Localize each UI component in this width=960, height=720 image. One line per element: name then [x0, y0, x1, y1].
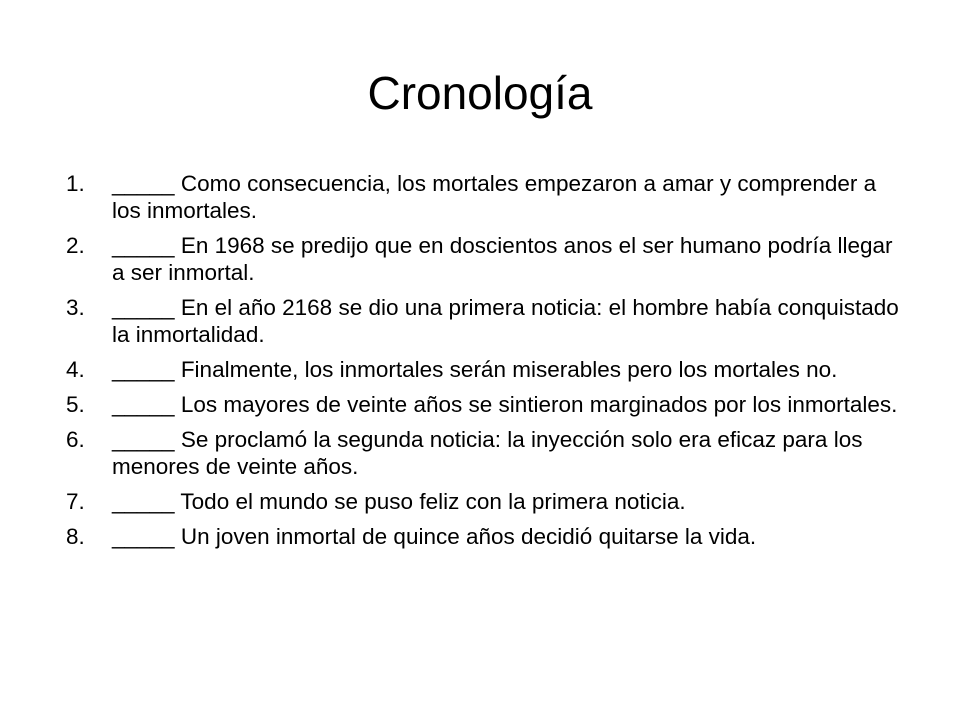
list-item [66, 391, 906, 418]
list-item [66, 232, 906, 286]
item-text: _____ En el año 2168 se dio una primera noticia: el hombre había conquistado la inmortalidad. [112, 295, 899, 347]
slide-title: Cronología [367, 67, 593, 119]
item-number: 1. [66, 171, 85, 196]
list-item [66, 523, 906, 550]
item-number: 7. [66, 489, 85, 514]
item-text: _____ Un joven inmortal de quince años decidió quitarse la vida. [112, 524, 757, 549]
item-text: _____ Se proclamó la segunda noticia: la inyección solo era eficaz para los menores de veinte años. [112, 427, 863, 479]
chronology-list [66, 170, 906, 558]
item-number: 8. [66, 524, 85, 549]
list-item [66, 170, 906, 224]
item-text: _____ Finalmente, los inmortales serán miserables pero los mortales no. [112, 357, 838, 382]
item-text: _____ Los mayores de veinte años se sintieron marginados por los inmortales. [112, 392, 898, 417]
list-item [66, 294, 906, 348]
item-text: _____ En 1968 se predijo que en doscientos anos el ser humano podría llegar a ser inmortal. [112, 233, 893, 285]
item-number: 4. [66, 357, 85, 382]
list-item [66, 356, 906, 383]
item-text: _____ Como consecuencia, los mortales empezaron a amar y comprender a los inmortales. [112, 171, 877, 223]
item-number: 2. [66, 233, 85, 258]
list-item [66, 488, 906, 515]
item-text: _____ Todo el mundo se puso feliz con la primera noticia. [112, 489, 686, 514]
item-number: 6. [66, 427, 85, 452]
item-number: 5. [66, 392, 85, 417]
list-item [66, 426, 906, 480]
item-number: 3. [66, 295, 85, 320]
